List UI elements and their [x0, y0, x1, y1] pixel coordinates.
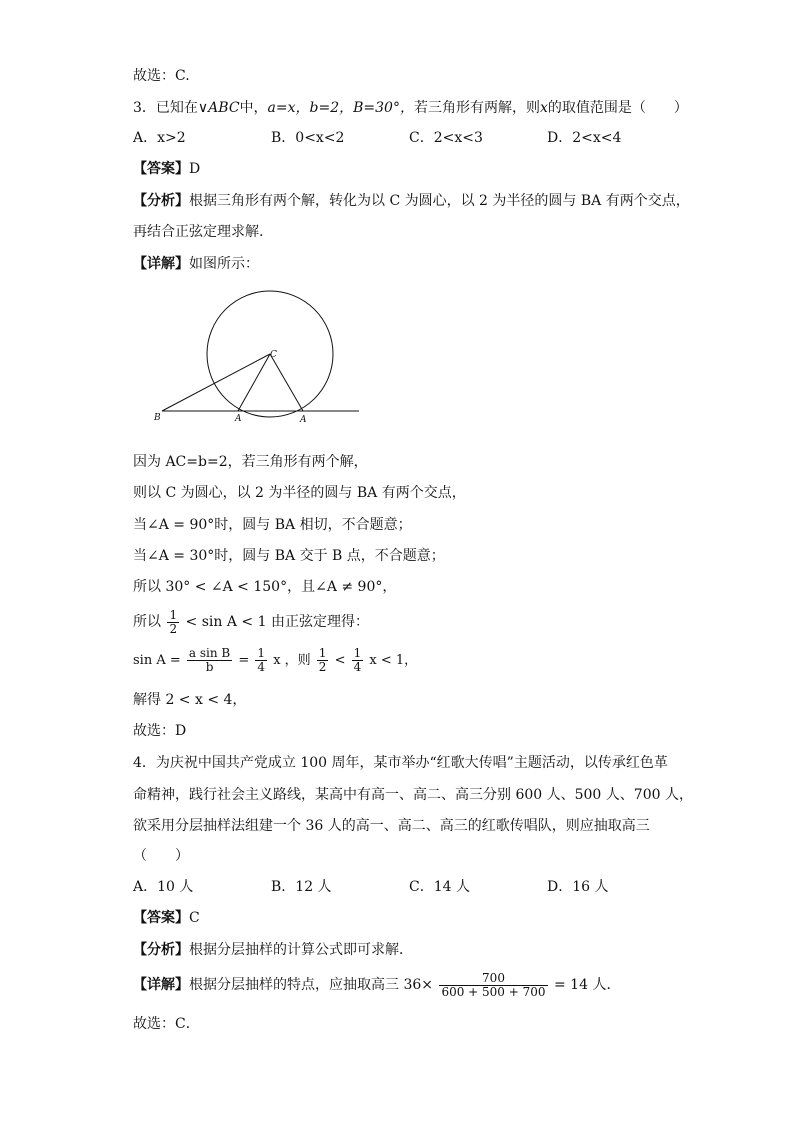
detail-text-b: = 14 人．	[554, 977, 621, 993]
q3-step-8: 解得 2 < x < 4，	[133, 692, 247, 708]
q4-analysis	[133, 940, 413, 960]
q4-stem-4: （ ）	[133, 848, 189, 864]
step7-text-d: <	[334, 653, 346, 668]
q3-step-1: 因为 AC=b=2，若三角形有两个解，	[133, 454, 368, 470]
q3-analysis-1	[133, 191, 690, 211]
q3-triangle: ∨ABC	[197, 100, 240, 116]
step6-text-a: 所以	[133, 614, 161, 630]
q3-step-6	[133, 607, 369, 637]
fraction-half	[167, 609, 179, 636]
q3-option-c: C．2<x<3	[409, 130, 483, 146]
step7-text-a: sin A =	[133, 653, 181, 668]
q4-stem-1: 4．为庆祝中国共产党成立 100 周年，某市举办“红歌大传唱”主题活动，以传承红色革	[133, 755, 668, 771]
segment-ca2	[270, 354, 303, 411]
answer-tag: 【答案】	[133, 161, 189, 177]
step7-text-e: x < 1，	[369, 653, 418, 668]
q3-stem-b: 中，	[239, 100, 268, 116]
q3-answer	[133, 159, 200, 179]
step7-text-c: x ，则	[273, 653, 311, 668]
q3-option-b: B．0<x<2	[271, 130, 345, 146]
analysis-tag: 【分析】	[133, 942, 189, 958]
fraction-half-2	[317, 647, 329, 674]
detail-tag: 【详解】	[133, 256, 189, 272]
label-b: B	[154, 413, 161, 423]
q4-option-a: A．10 人	[133, 879, 194, 895]
frac-den: 4	[257, 660, 266, 674]
label-a2: A	[300, 415, 307, 425]
q4-option-c: C．14 人	[409, 879, 470, 895]
frac-num: 1	[318, 646, 327, 660]
analysis-tag: 【分析】	[133, 193, 189, 209]
answer-value: D	[189, 161, 201, 177]
frac-num: a sin B	[188, 646, 231, 660]
q3-conditions: a=x，b=2，B=30°，	[267, 100, 414, 116]
frac-num: 1	[257, 646, 266, 660]
fraction-asinb-over-b	[187, 647, 232, 674]
detail-tag: 【详解】	[133, 977, 189, 993]
q3-step-3: 当∠A = 90°时，圆与 BA 相切，不合题意；	[133, 517, 412, 533]
q3-var: x	[539, 100, 548, 116]
step6-text-b: < sin A < 1 由正弦定理得：	[185, 614, 369, 630]
frac-den: b	[205, 660, 214, 674]
geometry-figure	[140, 290, 380, 430]
q3-step-7	[133, 646, 417, 676]
label-c: C	[270, 350, 277, 360]
detail-text-a: 根据分层抽样的特点，应抽取高三 36×	[189, 977, 433, 993]
q3-stem-a: 3．已知在	[133, 100, 198, 116]
q2-conclusion: 故选：C.	[133, 68, 190, 84]
q4-stem-2: 命精神，践行社会主义路线，某高中有高一、高二、高三分别 600 人、500 人、700 人，	[133, 787, 693, 803]
answer-tag: 【答案】	[133, 910, 189, 926]
q4-option-b: B．12 人	[271, 879, 332, 895]
analysis-text: 根据三角形有两个解，转化为以 C 为圆心，以 2 为半径的圆与 BA 有两个交点，	[189, 193, 690, 209]
frac-num: 1	[353, 646, 362, 660]
q3-option-a: A．x>2	[133, 130, 186, 146]
q3-detail-intro	[133, 254, 259, 274]
q3-step-2: 则以 C 为圆心，以 2 为半径的圆与 BA 有两个交点，	[133, 485, 466, 501]
q4-conclusion: 故选：C．	[133, 1016, 200, 1032]
fraction-700-over-total	[439, 972, 547, 999]
fraction-quarter	[255, 647, 267, 674]
q3-stem-c: 若三角形有两解，则	[413, 100, 540, 116]
q3-stem	[133, 98, 688, 118]
q3-stem-d: 的取值范围是（ ）	[547, 100, 688, 116]
q3-conclusion: 故选：D	[133, 723, 187, 739]
frac-den: 2	[169, 621, 178, 636]
frac-den: 600 + 500 + 700	[441, 984, 546, 999]
frac-num: 700	[439, 972, 547, 986]
q4-option-d: D．16 人	[547, 879, 609, 895]
frac-den: 4	[353, 660, 362, 674]
answer-value: C	[189, 910, 200, 926]
analysis-text: 根据分层抽样的计算公式即可求解．	[189, 942, 413, 958]
detail-text: 如图所示：	[189, 256, 259, 272]
q3-option-d: D．2<x<4	[547, 130, 622, 146]
fraction-quarter-2	[352, 647, 364, 674]
q3-analysis-2: 再结合正弦定理求解.	[133, 224, 264, 240]
q3-step-4: 当∠A = 30°时，圆与 BA 交于 B 点，不合题意；	[133, 548, 445, 564]
q4-stem-3: 欲采用分层抽样法组建一个 36 人的高一、高二、高三的红歌传唱队，则应抽取高三	[133, 818, 650, 834]
q4-answer	[133, 908, 200, 928]
q3-step-5: 所以 30° < ∠A < 150°，且∠A ≠ 90°，	[133, 579, 397, 595]
frac-num: 1	[169, 607, 178, 622]
q4-detail	[133, 968, 620, 1002]
label-a1: A	[235, 414, 242, 424]
step7-text-b: =	[238, 653, 250, 668]
frac-den: 2	[318, 660, 327, 674]
